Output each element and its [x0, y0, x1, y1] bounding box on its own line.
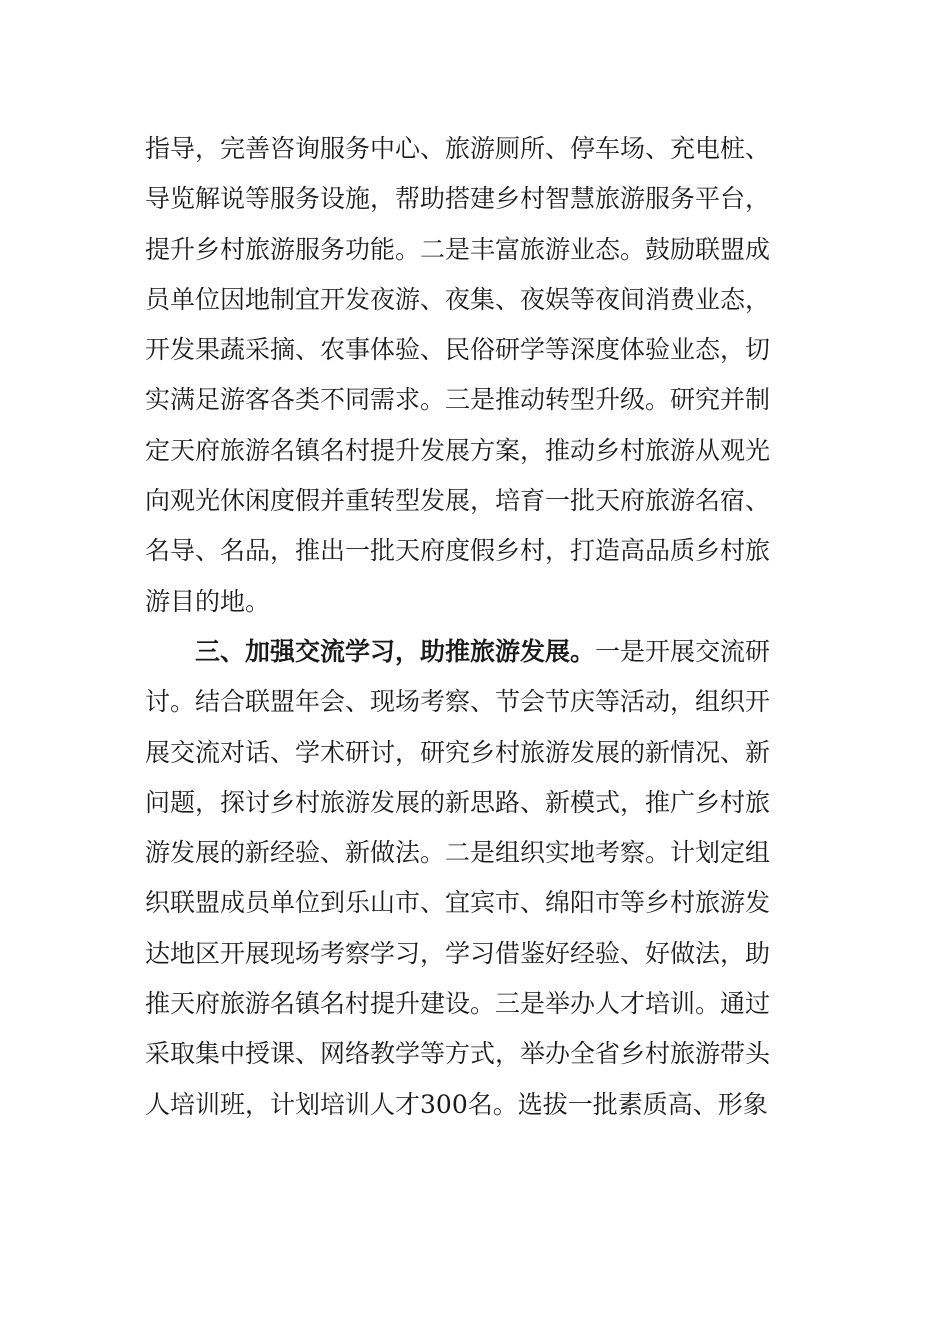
- text-line: 推天府旅游名镇名村提升建设。三是举办人才培训。通过: [145, 989, 771, 1019]
- text-line: 定天府旅游名镇名村提升发展方案，推动乡村旅游从观光: [145, 435, 771, 465]
- text-line: 展交流对话、学术研讨，研究乡村旅游发展的新情况、新: [145, 737, 771, 767]
- text-line: 导览解说等服务设施，帮助搭建乡村智慧旅游服务平台，: [145, 184, 771, 214]
- text-line: 开发果蔬采摘、农事体验、民俗研学等深度体验业态，切: [145, 335, 771, 365]
- text-line: 达地区开展现场考察学习，学习借鉴好经验、好做法，助: [145, 938, 771, 968]
- section-3-first-line-text: 一是开展交流研: [595, 636, 771, 666]
- text-line: 员单位因地制宜开发夜游、夜集、夜娱等夜间消费业态，: [145, 284, 771, 314]
- text-line: 讨。结合联盟年会、现场考察、节会节庆等活动，组织开: [145, 687, 771, 717]
- document-body: [145, 124, 805, 1130]
- text-line: 实满足游客各类不同需求。三是推动转型升级。研究并制: [145, 385, 771, 415]
- text-line: 提升乡村旅游服务功能。二是丰富旅游业态。鼓励联盟成: [145, 234, 771, 264]
- text-line: 游目的地。: [145, 586, 271, 616]
- text-line: 向观光休闲度假并重转型发展，培育一批天府旅游名宿、: [145, 486, 771, 516]
- paragraph-tourism-services: [145, 124, 805, 627]
- text-line: 采取集中授课、网络教学等方式，举办全省乡村旅游带头: [145, 1039, 771, 1069]
- section-3-first-line: [145, 627, 805, 677]
- text-line: 人培训班，计划培训人才300名。选拔一批素质高、形象: [145, 1089, 768, 1119]
- section-3-heading: 三、加强交流学习，助推旅游发展。: [195, 636, 596, 666]
- text-line: 游发展的新经验、新做法。二是组织实地考察。计划定组: [145, 838, 771, 868]
- text-line: 名导、名品，推出一批天府度假乡村，打造高品质乡村旅: [145, 536, 771, 566]
- text-line: 问题，探讨乡村旅游发展的新思路、新模式，推广乡村旅: [145, 787, 771, 817]
- text-line: 织联盟成员单位到乐山市、宜宾市、绵阳市等乡村旅游发: [145, 888, 771, 918]
- paragraph-exchange-learning: [145, 677, 805, 1130]
- text-line: 指导，完善咨询服务中心、旅游厕所、停车场、充电桩、: [145, 134, 771, 163]
